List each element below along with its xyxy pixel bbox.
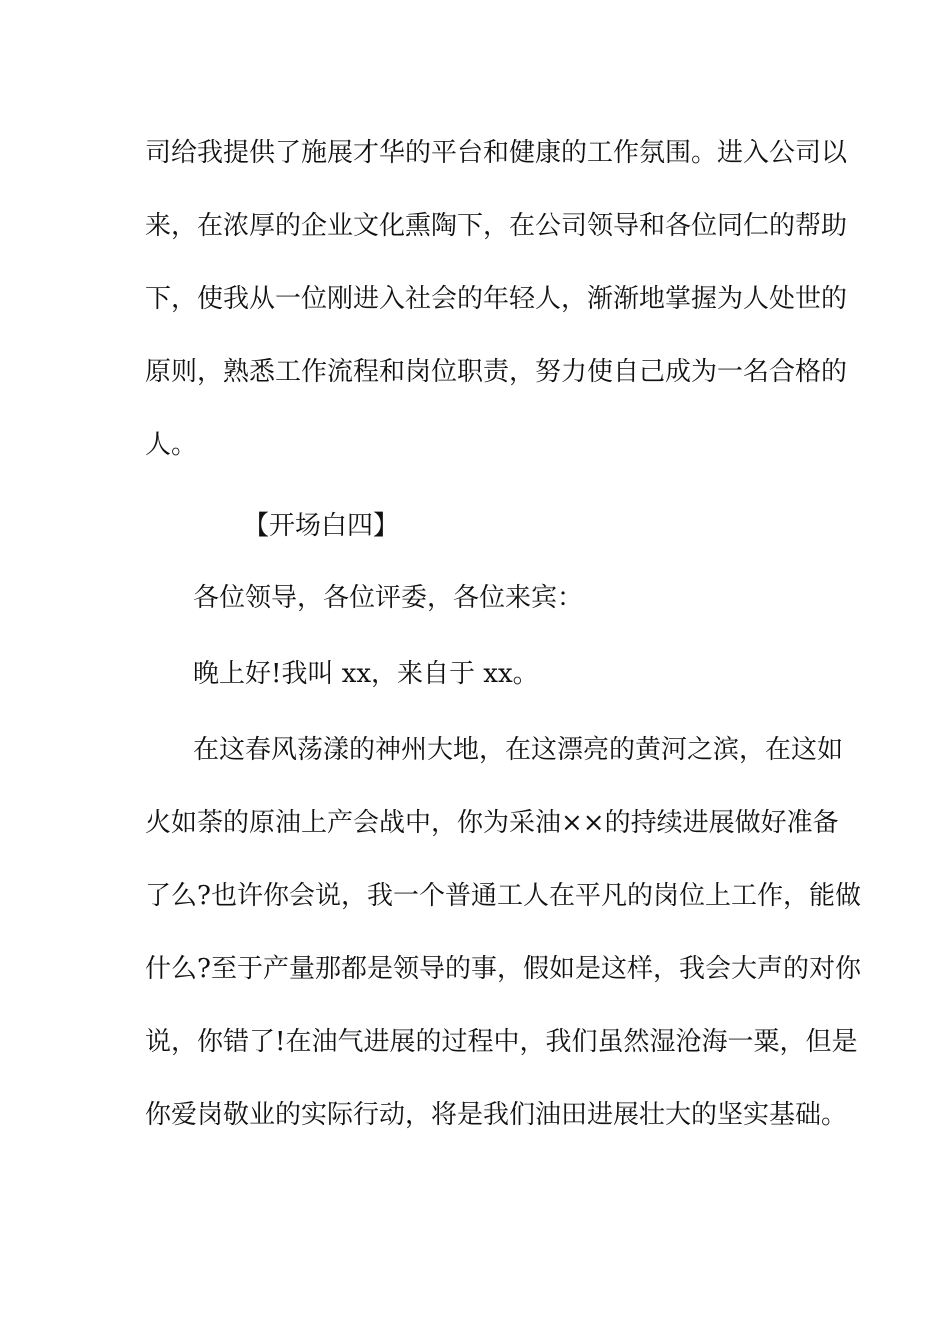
paragraph-2-line-4: 什么?至于产量那都是领导的事，假如是这样，我会大声的对你 bbox=[145, 954, 861, 984]
paragraph-1-line-5: 人。 bbox=[145, 430, 198, 460]
paragraph-2-line-3: 了么?也许你会说，我一个普通工人在平凡的岗位上工作，能做 bbox=[145, 881, 861, 911]
greeting-line: 各位领导，各位评委，各位来宾： bbox=[193, 583, 584, 613]
paragraph-1-line-3: 下，使我从一位刚进入社会的年轻人，渐渐地掌握为人处世的 bbox=[145, 284, 848, 314]
paragraph-2-line-6: 你爱岗敬业的实际行动，将是我们油田进展壮大的坚实基础。 bbox=[145, 1100, 848, 1130]
paragraph-1-line-2: 来，在浓厚的企业文化熏陶下，在公司领导和各位同仁的帮助 bbox=[145, 211, 848, 241]
paragraph-1-line-1: 司给我提供了施展才华的平台和健康的工作氛围。进入公司以 bbox=[145, 138, 848, 168]
intro-line: 晚上好!我叫 xx，来自于 xx。 bbox=[193, 659, 539, 689]
paragraph-1-line-4: 原则，熟悉工作流程和岗位职责，努力使自己成为一名合格的 bbox=[145, 357, 848, 387]
paragraph-2-line-1: 在这春风荡漾的神州大地，在这漂亮的黄河之滨，在这如 bbox=[193, 735, 844, 765]
paragraph-2-line-2: 火如荼的原油上产会战中，你为采油××的持续进展做好准备 bbox=[145, 808, 839, 838]
paragraph-2-line-5: 说，你错了!在油气进展的过程中，我们虽然湿沧海一粟，但是 bbox=[145, 1027, 858, 1057]
section-heading: 【开场白四】 bbox=[243, 511, 400, 541]
